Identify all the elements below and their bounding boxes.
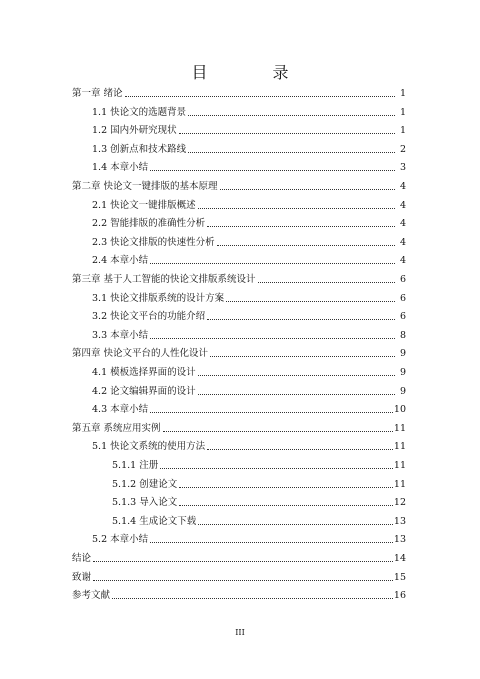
toc-entry[interactable] — [72, 88, 406, 100]
toc-entry-label: 2.2 智能排版的准确性分析 — [92, 218, 206, 230]
toc-entry[interactable] — [72, 590, 406, 602]
toc-entry[interactable] — [92, 162, 406, 174]
toc-entry-label: 3.1 快论文排版系统的设计方案 — [92, 292, 225, 304]
toc-entry-label: 1.3 创新点和技术路线 — [92, 143, 187, 155]
toc-leader-dots — [93, 561, 393, 562]
toc-entry[interactable] — [92, 404, 406, 416]
toc-leader-dots — [220, 189, 395, 190]
toc-entry[interactable] — [92, 255, 406, 267]
page-number: III — [235, 628, 245, 637]
toc-entry[interactable] — [92, 367, 406, 379]
toc-entry-page: 6 — [399, 292, 406, 304]
toc-entry-page: 9 — [399, 348, 406, 360]
toc-entry[interactable] — [92, 200, 406, 212]
toc-entry-page: 1 — [399, 106, 406, 118]
toc-entry[interactable] — [72, 553, 406, 565]
toc-entry-label: 5.2 本章小结 — [92, 534, 149, 546]
toc-leader-dots — [198, 394, 395, 395]
toc-entry-label: 3.2 快论文平台的功能介绍 — [92, 311, 206, 323]
toc-leader-dots — [217, 245, 395, 246]
toc-entry-page: 4 — [399, 255, 406, 267]
toc-entry-page: 11 — [393, 460, 406, 471]
toc-entry[interactable] — [72, 572, 406, 584]
toc-entry-page: 16 — [393, 590, 406, 602]
toc-leader-dots — [93, 580, 393, 581]
toc-entry-page: 15 — [393, 571, 406, 583]
toc-entry[interactable] — [112, 479, 406, 491]
toc-entry[interactable] — [72, 348, 406, 360]
toc-entry-label: 2.1 快论文一键排版概述 — [92, 199, 196, 211]
toc-entry-label: 第三章 基于人工智能的快论文排版系统设计 — [72, 274, 256, 285]
toc-entry[interactable] — [92, 441, 406, 453]
toc-entry-label: 5.1 快论文系统的使用方法 — [92, 441, 206, 453]
toc-leader-dots — [150, 263, 395, 264]
toc-entry[interactable] — [92, 386, 406, 398]
toc-entry[interactable] — [92, 218, 406, 230]
toc-leader-dots — [198, 375, 395, 376]
toc-entry[interactable] — [92, 144, 406, 156]
toc-entry-label: 参考文献 — [72, 590, 111, 602]
toc-leader-dots — [198, 524, 393, 525]
toc-entry-label: 1.2 国内外研究现状 — [92, 125, 177, 137]
toc-entry[interactable] — [92, 293, 406, 305]
toc-leader-dots — [258, 282, 395, 283]
toc-entry-page: 13 — [393, 515, 406, 527]
toc-entry-page: 11 — [393, 478, 406, 490]
toc-leader-dots — [150, 338, 395, 339]
toc-entry[interactable] — [92, 237, 406, 249]
toc-leader-dots — [198, 208, 395, 209]
toc-entry[interactable] — [72, 181, 406, 193]
toc-entry-page: 4 — [399, 218, 406, 230]
toc-entry-page: 1 — [399, 125, 406, 137]
toc-entry[interactable] — [92, 534, 406, 546]
toc-entry-label: 4.2 论文编辑界面的设计 — [92, 385, 196, 397]
toc-entry[interactable] — [92, 107, 406, 119]
toc-leader-dots — [112, 598, 393, 599]
toc-entry-page: 14 — [393, 553, 406, 564]
toc-entry-label: 3.3 本章小结 — [92, 329, 149, 341]
toc-entry-label: 2.3 快论文排版的快速性分析 — [92, 236, 215, 248]
toc-entry-label: 1.1 快论文的选题背景 — [92, 106, 187, 118]
toc-leader-dots — [150, 412, 393, 413]
toc-leader-dots — [188, 152, 395, 153]
toc-entry-page: 9 — [399, 385, 406, 397]
toc-leader-dots — [179, 487, 393, 488]
toc-entry[interactable] — [112, 516, 406, 528]
page-title: 目 录 — [191, 63, 319, 82]
toc-entry[interactable] — [92, 330, 406, 342]
toc-entry-page: 11 — [393, 441, 406, 453]
toc-leader-dots — [188, 115, 395, 116]
toc-entry[interactable] — [92, 125, 406, 137]
toc-entry-page: 12 — [393, 497, 406, 509]
toc-leader-dots — [207, 319, 395, 320]
toc-leader-dots — [163, 431, 393, 432]
toc-entry-page: 6 — [399, 274, 406, 285]
toc-leader-dots — [207, 226, 395, 227]
toc-entry-page: 4 — [399, 199, 406, 211]
toc-entry-page: 1 — [399, 88, 406, 99]
toc-entry-page: 11 — [393, 422, 406, 434]
toc-leader-dots — [150, 170, 395, 171]
toc-entry[interactable] — [112, 460, 406, 472]
toc-entry-label: 致谢 — [72, 571, 92, 583]
toc-entry-label: 第五章 系统应用实例 — [72, 422, 161, 434]
toc-entry-label: 5.1.2 创建论文 — [112, 478, 178, 490]
toc-entry[interactable] — [72, 423, 406, 435]
toc-entry-label: 结论 — [72, 553, 92, 564]
toc-entry-label: 5.1.1 注册 — [112, 460, 159, 471]
toc-entry[interactable] — [72, 274, 406, 286]
toc-entry-page: 2 — [399, 143, 406, 155]
toc-leader-dots — [210, 356, 395, 357]
toc-entry-page: 8 — [399, 329, 406, 341]
toc-entry-label: 第四章 快论文平台的人性化设计 — [72, 348, 209, 360]
toc-leader-dots — [160, 468, 393, 469]
toc-entry-page: 3 — [399, 162, 406, 174]
toc-entry-page: 9 — [399, 367, 406, 378]
toc-leader-dots — [179, 505, 393, 506]
toc-entry-label: 1.4 本章小结 — [92, 162, 149, 174]
toc-entry-page: 4 — [399, 181, 406, 192]
toc-entry-page: 4 — [399, 236, 406, 248]
toc-entry-label: 5.1.4 生成论文下载 — [112, 515, 197, 527]
toc-entry-label: 第一章 绪论 — [72, 88, 123, 99]
toc-entry-label: 4.1 模板选择界面的设计 — [92, 367, 196, 378]
toc-leader-dots — [150, 542, 393, 543]
toc-leader-dots — [226, 301, 395, 302]
toc-entry-page: 6 — [399, 311, 406, 323]
toc-entry-label: 2.4 本章小结 — [92, 255, 149, 267]
toc-leader-dots — [179, 133, 395, 134]
toc-entry-label: 5.1.3 导入论文 — [112, 497, 178, 509]
toc-entry[interactable] — [92, 311, 406, 323]
toc-entry[interactable] — [112, 497, 406, 509]
toc-entry-label: 4.3 本章小结 — [92, 404, 149, 416]
toc-leader-dots — [125, 96, 395, 97]
toc-entry-page: 13 — [393, 534, 406, 546]
toc-entry-page: 10 — [393, 404, 406, 416]
toc-leader-dots — [207, 449, 393, 450]
toc-entry-label: 第二章 快论文一键排版的基本原理 — [72, 181, 218, 192]
